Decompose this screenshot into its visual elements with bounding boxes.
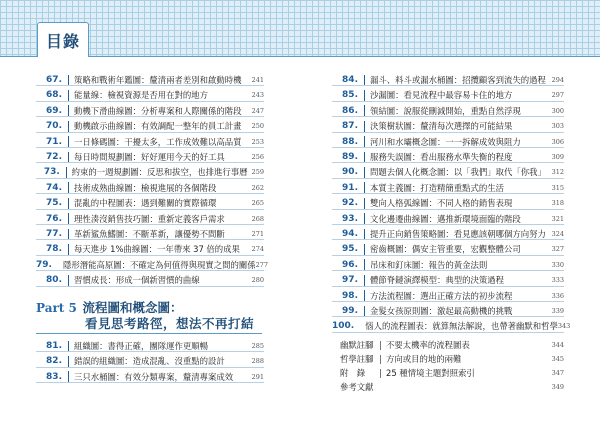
entry-page: 262 [251, 183, 264, 192]
page-title-tab [37, 22, 89, 57]
appendix-page: 347 [551, 369, 564, 377]
entry-page: 285 [251, 342, 264, 350]
entry-title: 動機下滑曲線圖：分析專案和人際關係的階段 [74, 105, 242, 116]
entry-title: 動機啟示曲線圖：有效調配一整年的員工計畫 [74, 121, 242, 132]
entry-number: 73. [43, 167, 60, 178]
entry-number: 81. [46, 341, 62, 351]
entry-title: 領結圖：說服從刪減開始，重點自然浮現 [370, 105, 521, 116]
entry-bar [68, 105, 69, 116]
row-separator [36, 382, 264, 383]
entry-number: 90. [342, 167, 358, 178]
header-divider [0, 56, 600, 57]
appendix-page: 345 [551, 355, 564, 363]
entry-page: 265 [251, 199, 264, 208]
entry-page: 318 [551, 199, 564, 208]
entry-number: 80. [46, 275, 62, 286]
entry-title: 吊床和釘床圖：報告的黃金法則 [370, 259, 488, 270]
appendix-page: 349 [551, 383, 564, 391]
appendix-bar [380, 341, 381, 350]
appendix-page: 344 [551, 341, 564, 349]
entry-number: 89. [342, 152, 358, 162]
entry-number: 100. [332, 321, 355, 332]
entry-page: 343 [557, 322, 571, 331]
appendix-entry[interactable] [340, 366, 564, 380]
entry-number: 70. [46, 121, 62, 132]
entry-title: 策略和戰術年鑑圖：釐清兩者差別和啟動時機 [74, 75, 242, 85]
entry-number: 82. [46, 356, 62, 367]
entry-title: 問題去個人化概念圖：以「我們」取代「你我」 [370, 167, 546, 178]
entry-title: 惱人的流程圖表：就算無法解說，也帶著幽默和哲學 [365, 321, 558, 332]
entry-number: 72. [46, 152, 62, 162]
entry-page: 336 [551, 291, 564, 300]
page-title: 目錄 [46, 32, 81, 51]
appendix-label: 幽默註腳 [340, 340, 374, 350]
entry-page: 309 [551, 153, 564, 161]
entry-title: 服務失誤圖：看出服務水準失衡的程度 [370, 152, 513, 162]
entry-bar [364, 105, 365, 116]
entry-title: 沙漏圖：看見流程中最容易卡住的地方 [370, 90, 513, 101]
entry-bar [68, 136, 69, 147]
appendix-label: 參考文獻 [340, 382, 374, 392]
entry-page: 241 [251, 76, 264, 84]
entry-page: 288 [251, 357, 264, 366]
entry-number: 84. [342, 75, 358, 85]
entry-title: 技術成熟曲線圖：檢視進展的各個階段 [74, 182, 217, 193]
appendix-bar [380, 355, 381, 364]
entry-page: 300 [551, 106, 564, 115]
entry-bar [66, 167, 67, 178]
entry-page: 268 [251, 214, 264, 223]
entry-number: 85. [342, 90, 358, 101]
entry-page: 315 [551, 183, 564, 192]
entry-title: 三只水桶圖：有效分類專案，釐清專案成效 [74, 371, 234, 382]
entry-bar [364, 259, 365, 270]
entry-page: 339 [551, 307, 564, 315]
entry-page: 277 [255, 260, 268, 269]
entry-page: 312 [551, 168, 564, 177]
entry-title: 混亂的中程圖表：遇到難關的實際循環 [74, 198, 217, 209]
entry-number: 95. [342, 244, 358, 255]
entry-bar [68, 213, 69, 224]
entry-bar [68, 356, 69, 367]
entry-title: 文化邊遷曲線圖：邁推新環境面臨的階段 [370, 213, 521, 224]
entry-title: 本質主義圖：打造精簡重點式的生活 [370, 182, 504, 193]
entry-number: 83. [46, 371, 62, 382]
entry-title: 隱形潛能高原圖：不確定為何值得與現實之間的關係 [62, 259, 256, 270]
entry-title: 提升正向銷售策略圖：看見應該朝哪個方向努力 [370, 229, 546, 239]
appendix-entry[interactable] [340, 380, 564, 394]
entry-title: 能量線：檢視資源是否用在對的地方 [74, 90, 208, 101]
entry-bar [68, 371, 69, 382]
entry-bar [68, 244, 69, 255]
grid-header-background [0, 0, 600, 57]
appendix-entry[interactable] [340, 338, 564, 352]
entry-bar [68, 182, 69, 193]
appendix-title: 25 種情境主題對照索引 [386, 368, 475, 378]
entry-page: 259 [251, 168, 264, 177]
entry-number: 92. [342, 198, 358, 209]
entry-title: 河川和水壩概念圖：一一拆解成效與阻力 [370, 136, 521, 147]
entry-number: 91. [342, 182, 358, 193]
entry-bar [364, 136, 365, 147]
entry-bar [68, 341, 69, 352]
entry-number: 88. [342, 136, 358, 147]
entry-bar [68, 75, 69, 86]
entry-bar [364, 121, 365, 132]
entry-number: 99. [342, 306, 358, 316]
entry-bar [364, 152, 365, 163]
entry-title: 約束的一週規劃圖：反思和拔空，也排進行事曆 [71, 167, 248, 178]
entry-number: 77. [46, 229, 62, 239]
entry-page: 324 [551, 230, 564, 238]
entry-page: 333 [551, 276, 564, 285]
entry-title: 每天進步 1%曲線圖：一年帶來 37 倍的成果 [74, 244, 240, 255]
entry-page: 303 [551, 122, 564, 131]
entry-bar [364, 167, 365, 178]
entry-number: 86. [342, 105, 358, 116]
entry-bar [364, 306, 365, 317]
entry-title: 每日時間規劃圖：好好運用今天的好工具 [74, 152, 225, 162]
entry-bar [364, 182, 365, 193]
entry-bar [68, 152, 69, 163]
entry-number: 87. [342, 121, 358, 132]
entry-page: 306 [551, 137, 564, 146]
entry-page: 243 [251, 91, 264, 100]
entry-number: 67. [46, 75, 62, 85]
entry-page: 247 [251, 106, 264, 115]
appendix-label: 哲學註腳 [340, 354, 374, 364]
entry-number: 68. [46, 90, 62, 101]
appendix-bar [380, 369, 381, 378]
entry-title: 組織圖：書得正確，團隊運作更順暢 [74, 341, 208, 351]
entry-number: 93. [342, 213, 358, 224]
entry-number: 96. [342, 259, 358, 270]
part5-label: Part 5 [36, 301, 77, 315]
entry-number: 79. [36, 259, 52, 270]
entry-number: 94. [342, 229, 358, 239]
entry-bar [68, 121, 69, 132]
entry-page: 250 [251, 122, 264, 131]
entry-bar [364, 213, 365, 224]
entry-page: 297 [551, 91, 564, 100]
entry-bar [364, 229, 365, 240]
entry-title: 方法流程圖：選出正確方法的初步流程 [370, 290, 513, 301]
entry-title: 雙向人格弧線圖：不同人格的銷售表現 [370, 198, 513, 209]
entry-page: 330 [551, 260, 564, 269]
entry-page: 291 [251, 372, 264, 381]
entry-bar [68, 275, 69, 286]
entry-page: 274 [251, 245, 264, 254]
part5-title: 流程圖和概念圖： [82, 300, 183, 315]
entry-title: 金髮女孩原則圖：激起最高動機的挑戰 [370, 306, 513, 316]
entry-page: 327 [551, 245, 564, 254]
entry-number: 78. [46, 244, 62, 255]
appendix-entry[interactable] [340, 352, 564, 366]
entry-title: 決策樹狀圖：釐清每次選擇的可能結果 [370, 121, 513, 132]
entry-bar [364, 290, 365, 301]
entry-number: 71. [46, 136, 62, 147]
entry-bar [364, 198, 365, 209]
entry-number: 76. [46, 213, 62, 224]
entry-page: 256 [251, 153, 264, 161]
entry-page: 280 [251, 276, 264, 285]
entry-title: 習慣成長：形成一個新習慣的曲線 [74, 275, 200, 286]
row-separator [332, 332, 564, 333]
entry-title: 漏斗、料斗或漏水桶圖：招攬顧客到流失的過程 [370, 75, 546, 85]
entry-number: 97. [342, 275, 358, 286]
part5-divider [36, 333, 262, 334]
row-separator [36, 286, 264, 287]
entry-title: 理性湊沒銷售技巧圖：重新定義客戶需求 [74, 213, 225, 224]
appendix-title: 不要太機率的流程圖表 [386, 340, 470, 350]
entry-bar [364, 244, 365, 255]
entry-page: 253 [251, 137, 264, 146]
entry-bar [364, 90, 365, 101]
entry-title: 錯誤的組織圖：造成混亂、沒重點的設計 [74, 356, 225, 367]
entry-bar [68, 198, 69, 209]
entry-bar [68, 90, 69, 101]
entry-number: 74. [46, 182, 62, 193]
entry-number: 75. [46, 198, 62, 209]
entry-title: 密齒概圖：偶安主管重要，宏觀整體公司 [370, 244, 521, 255]
entry-page: 321 [551, 214, 564, 223]
entry-title: 體節脊鏈演繹模型：典型的決策過程 [370, 275, 504, 286]
entry-number: 69. [46, 105, 62, 116]
appendix-label: 附 錄 [340, 368, 366, 378]
entry-bar [364, 275, 365, 286]
appendix-title: 方向或目的地的兩難 [386, 354, 462, 364]
entry-page: 271 [251, 230, 264, 238]
part5-subtitle: 看見思考路徑，想法不再打結 [85, 316, 255, 331]
entry-title: 革新鯊魚鰭圖：不斷革新，讓優勢不間斷 [74, 229, 225, 239]
entry-title: 一日條碼圖：干擾太多，工作成效難以高品質 [74, 136, 242, 147]
entry-bar [364, 75, 365, 86]
entry-page: 294 [551, 76, 564, 84]
entry-number: 98. [342, 290, 358, 301]
entry-bar [68, 229, 69, 240]
